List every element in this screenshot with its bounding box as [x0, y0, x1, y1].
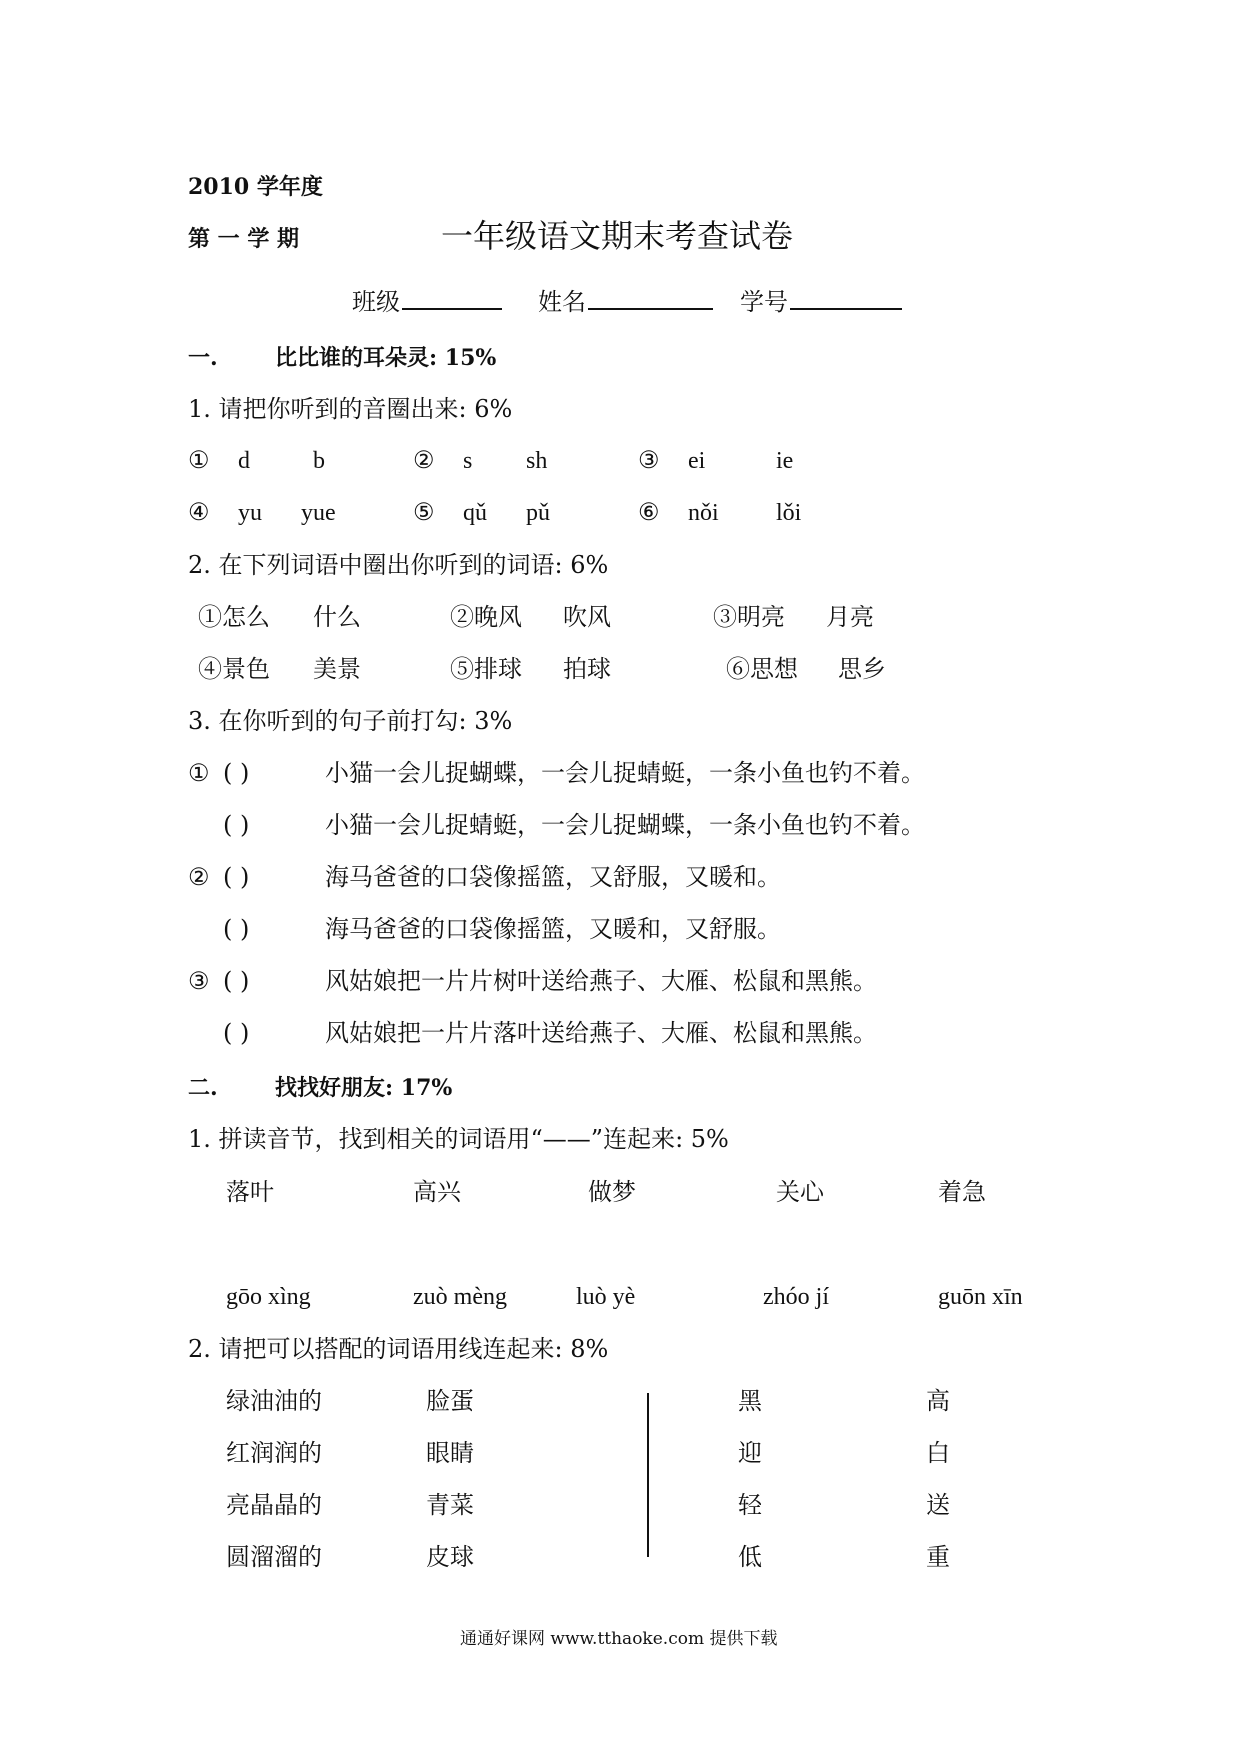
id-field[interactable] — [740, 290, 902, 314]
sentence: 海马爸爸的口袋像摇篮，又舒服，又暖和。 — [325, 863, 781, 891]
class-label: 班级 — [352, 288, 400, 316]
pair-right-b[interactable]: 送 — [926, 1491, 950, 1519]
pair-right-b[interactable]: 重 — [926, 1543, 950, 1571]
pinyin-option[interactable]: yu — [238, 500, 262, 526]
name-blank[interactable] — [588, 308, 713, 310]
pinyin-option[interactable]: s — [463, 448, 473, 474]
check-paren[interactable]: ( ) — [223, 967, 250, 995]
match-pinyin[interactable]: guōn xīn — [938, 1284, 1023, 1310]
match-pinyin[interactable]: luò yè — [576, 1284, 636, 1310]
term-label: 第 一 学 期 — [188, 226, 299, 252]
section2-q1: 1. 拼读音节，找到相关的词语用“——”连起来: 5% — [188, 1125, 729, 1153]
check-paren[interactable]: ( ) — [223, 811, 250, 839]
circle-num: ① — [188, 448, 210, 474]
pinyin-option[interactable]: b — [313, 448, 325, 474]
pair-left-a[interactable]: 圆溜溜的 — [226, 1543, 322, 1571]
class-blank[interactable] — [402, 308, 502, 310]
word-option[interactable]: ⑤排球 — [450, 655, 522, 683]
school-year: 2010 学年度 — [188, 174, 323, 200]
word-option[interactable]: 月亮 — [826, 603, 874, 631]
match-pinyin[interactable]: gōo xìng — [226, 1284, 311, 1310]
word-option[interactable]: 什么 — [313, 603, 361, 631]
id-blank[interactable] — [790, 308, 902, 310]
pair-left-a[interactable]: 红润润的 — [226, 1439, 322, 1467]
section2-q2: 2. 请把可以搭配的词语用线连起来: 8% — [188, 1335, 609, 1363]
sentence: 海马爸爸的口袋像摇篮，又暖和，又舒服。 — [325, 915, 781, 943]
pair-right-b[interactable]: 白 — [926, 1439, 950, 1467]
page-title: 一年级语文期末考查试卷 — [441, 217, 794, 255]
pinyin-option[interactable]: lǒi — [776, 500, 802, 526]
circle-num: ⑥ — [638, 500, 660, 526]
circle-num: ② — [188, 863, 210, 891]
sentence: 风姑娘把一片片落叶送给燕子、大雁、松鼠和黑熊。 — [325, 1019, 877, 1047]
word-option[interactable]: 拍球 — [563, 655, 611, 683]
pinyin-option[interactable]: pǔ — [526, 500, 550, 526]
sentence: 小猫一会儿捉蝴蝶，一会儿捉蜻蜓，一条小鱼也钓不着。 — [325, 759, 925, 787]
pair-right-a[interactable]: 轻 — [738, 1491, 762, 1519]
sentence: 风姑娘把一片片树叶送给燕子、大雁、松鼠和黑熊。 — [325, 967, 877, 995]
circle-num: ① — [188, 759, 210, 787]
pair-right-a[interactable]: 低 — [738, 1543, 762, 1571]
match-word[interactable]: 关心 — [776, 1178, 824, 1206]
pair-left-b[interactable]: 脸蛋 — [426, 1387, 474, 1415]
word-option[interactable]: ③明亮 — [713, 603, 785, 631]
word-option[interactable]: 美景 — [313, 655, 361, 683]
word-option[interactable]: ④景色 — [198, 655, 270, 683]
pair-right-a[interactable]: 迎 — [738, 1439, 762, 1467]
word-option[interactable]: ①怎么 — [198, 603, 270, 631]
pair-left-a[interactable]: 绿油油的 — [226, 1387, 322, 1415]
name-label: 姓名 — [538, 288, 586, 316]
circle-num: ④ — [188, 500, 210, 526]
circle-num: ③ — [188, 967, 210, 995]
section1-q3: 3. 在你听到的句子前打勾: 3% — [188, 707, 513, 735]
column-divider — [647, 1393, 649, 1557]
name-field[interactable] — [538, 290, 713, 314]
check-paren[interactable]: ( ) — [223, 915, 250, 943]
circle-num: ③ — [638, 448, 660, 474]
pinyin-option[interactable]: sh — [526, 448, 548, 474]
section1-number: 一. — [188, 345, 218, 371]
section1-heading: 比比谁的耳朵灵: 15% — [275, 345, 497, 371]
pinyin-option[interactable]: qǔ — [463, 500, 487, 526]
section2-heading: 找找好朋友: 17% — [275, 1075, 453, 1101]
match-pinyin[interactable]: zhóo jí — [763, 1284, 829, 1310]
section2-number: 二. — [188, 1075, 218, 1101]
pair-left-b[interactable]: 青菜 — [426, 1491, 474, 1519]
pair-right-b[interactable]: 高 — [926, 1387, 950, 1415]
check-paren[interactable]: ( ) — [223, 759, 250, 787]
check-paren[interactable]: ( ) — [223, 863, 250, 891]
match-word[interactable]: 做梦 — [588, 1178, 636, 1206]
check-paren[interactable]: ( ) — [223, 1019, 250, 1047]
pair-left-b[interactable]: 眼睛 — [426, 1439, 474, 1467]
circle-num: ② — [413, 448, 435, 474]
word-option[interactable]: ②晚风 — [450, 603, 522, 631]
word-option[interactable]: 吹风 — [563, 603, 611, 631]
pinyin-option[interactable]: yue — [301, 500, 336, 526]
match-word[interactable]: 高兴 — [413, 1178, 461, 1206]
pinyin-option[interactable]: d — [238, 448, 250, 474]
class-field[interactable] — [352, 290, 502, 314]
pair-left-a[interactable]: 亮晶晶的 — [226, 1491, 322, 1519]
sentence: 小猫一会儿捉蜻蜓，一会儿捉蝴蝶，一条小鱼也钓不着。 — [325, 811, 925, 839]
pinyin-option[interactable]: ie — [776, 448, 794, 474]
match-word[interactable]: 着急 — [938, 1178, 986, 1206]
pinyin-option[interactable]: ei — [688, 448, 706, 474]
circle-num: ⑤ — [413, 500, 435, 526]
match-word[interactable]: 落叶 — [226, 1178, 274, 1206]
section1-q2: 2. 在下列词语中圈出你听到的词语: 6% — [188, 551, 609, 579]
section1-q1: 1. 请把你听到的音圈出来: 6% — [188, 395, 513, 423]
word-option[interactable]: ⑥思想 — [726, 655, 798, 683]
match-pinyin[interactable]: zuò mèng — [413, 1284, 507, 1310]
id-label: 学号 — [740, 288, 788, 316]
pair-right-a[interactable]: 黑 — [738, 1387, 762, 1415]
word-option[interactable]: 思乡 — [838, 655, 886, 683]
pinyin-option[interactable]: nǒi — [688, 500, 719, 526]
footer-credit: 通通好课网 www.tthaoke.com 提供下载 — [460, 1629, 778, 1649]
pair-left-b[interactable]: 皮球 — [426, 1543, 474, 1571]
